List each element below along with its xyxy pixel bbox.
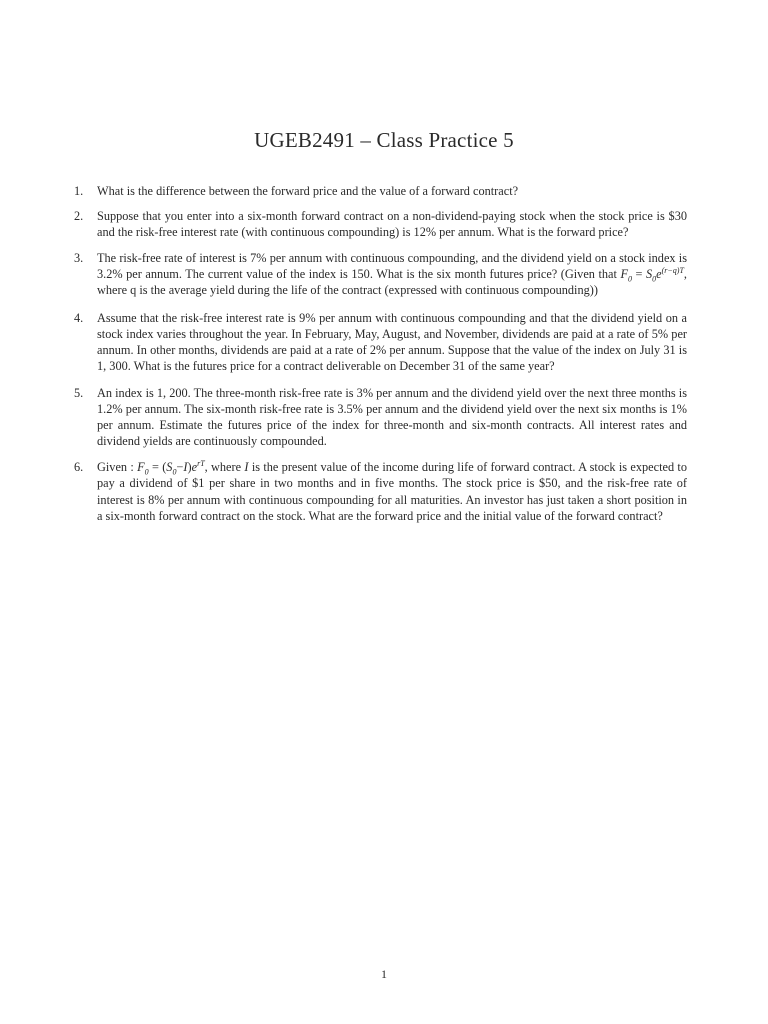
question-4 — [74, 310, 687, 374]
question-list — [74, 183, 687, 524]
question-number: 4. — [74, 310, 84, 325]
income-forward-formula — [137, 459, 205, 477]
income-variable: I — [244, 460, 249, 475]
question-1 — [74, 183, 687, 199]
question-3 — [74, 250, 687, 298]
forward-price-formula — [620, 266, 684, 284]
formula-operator: ) — [187, 460, 192, 475]
question-number: 6. — [74, 460, 84, 475]
formula-symbol: S — [166, 460, 173, 475]
formula-subscript: 0 — [652, 274, 657, 284]
formula-subscript: 0 — [627, 274, 632, 284]
question-text-part: Given : — [97, 460, 138, 475]
formula-symbol: e — [191, 460, 198, 475]
formula-operator: − — [176, 460, 184, 475]
question-number: 1. — [74, 184, 84, 198]
formula-exponent: (r−q)T — [661, 266, 684, 276]
formula-symbol: e — [656, 267, 662, 282]
page-number: 1 — [381, 967, 387, 981]
question-text-part: The risk-free rate of interest is 7% per annum with continuous compounding, and the dividend yield on a stock index is 3.2% per annum. The current value of the index is 150. What is the six month futures price? (Given that — [97, 251, 687, 282]
question-number: 5. — [74, 385, 84, 400]
formula-subscript: 0 — [172, 467, 177, 477]
question-text-part: , where — [204, 460, 245, 475]
formula-symbol: S — [646, 267, 653, 282]
question-text: Assume that the risk-free interest rate is 9% per annum with continuous compounding and that the dividend yield on a stock index varies throughout the year. In February, May, August, and November, dividends are paid at a rate of 5% per annum. In other months, dividends are paid at a rate of 2% per annum. Suppose that the value of the index on July 31 is 1, 300. What is the futures price for a contract deliverable on December 31 of the same year? — [97, 310, 687, 373]
question-number: 2. — [74, 209, 84, 224]
question-2 — [74, 208, 687, 240]
question-text-part: , where q is the average yield during the life of the contract (expressed with continuous compounding)) — [97, 267, 687, 298]
question-text: What is the difference between the forward price and the value of a forward contract? — [97, 184, 519, 198]
formula-subscript: 0 — [144, 467, 149, 477]
formula-symbol: F — [620, 267, 628, 282]
formula-symbol: I — [183, 460, 188, 475]
question-6 — [74, 459, 687, 523]
question-text — [97, 459, 687, 523]
question-text: An index is 1, 200. The three-month risk-free rate is 3% per annum and the dividend yield over the next three months is 1.2% per annum. The six-month risk-free rate is 3.5% per annum and the dividend yield over the next six months is 1% per annum. Estimate the futures price of the index for three-month and six-month contracts. All interest rates and dividend yields are continuously compounded. — [97, 385, 687, 449]
question-5 — [74, 385, 687, 449]
question-text — [97, 250, 687, 298]
question-text-part: is the present value of the income during life of forward contract. A stock is expected to pay a dividend of $1 per share in two months and in five months. The stock price is $50, and the risk-free rate of interest is 8% per annum with continuous compounding for all maturities. An investor has just taken a short position in a six-month forward contract on the stock. What are the forward price and the initial value of the forward contract? — [97, 460, 687, 523]
formula-symbol: F — [137, 460, 145, 475]
formula-operator: = — [631, 267, 646, 282]
question-text: Suppose that you enter into a six-month forward contract on a non-dividend-paying stock when the stock price is $30 and the risk-free interest rate (with continuous compounding) is 12% per annum. What is the forward price? — [97, 209, 687, 240]
question-number: 3. — [74, 251, 84, 266]
formula-operator: = ( — [148, 460, 167, 475]
page-title: UGEB2491 – Class Practice 5 — [254, 128, 514, 152]
formula-exponent: rT — [197, 459, 205, 469]
